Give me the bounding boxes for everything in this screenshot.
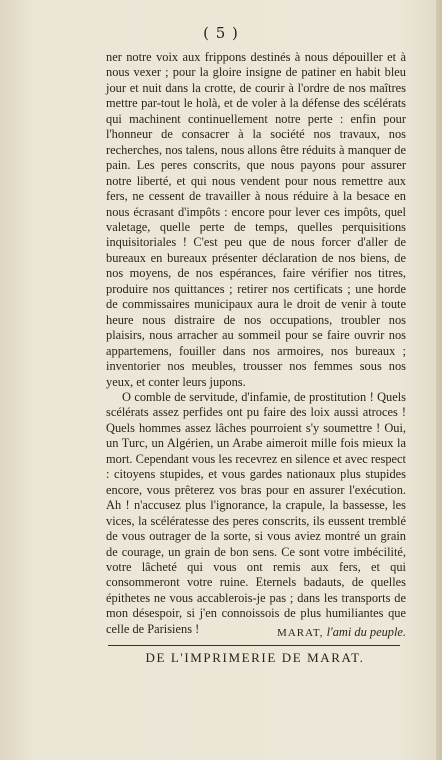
signature-title: l'ami du peuple. [326,625,406,639]
body-text [106,50,406,637]
signature-name: MARAT, [277,627,324,639]
divider-rule [108,645,400,646]
page-edge [436,0,442,760]
printer-imprint: DE L'IMPRIMERIE DE MARAT. [145,650,365,665]
signature [106,625,406,640]
paragraph-2: O comble de servitude, d'infamie, de prostitution ! Quels scélérats assez perfides ont pu faire des loix aussi atroces ! Quels hommes assez lâches pourroient s'y soumettre ! Oui, un Turc, un Algérien, un Arabe aimeroit mille fois mieux la mort. Cependant vous les recevrez en silence et avec respect : citoyens stupides, et vous gardes nationaux plus stupides encore, vous prêterez vos bras pour en assurer l'exécution. Ah ! n'accusez plus l'ignorance, la crapule, la bassesse, les vices, la scélératesse des peres conscrits, ils eussent tremblé de vous outrager de la sorte, si vous aviez montré un grain de courage, un grain de bon sens. Ce sont votre imbécilité, votre lâcheté qui vous ont remis aux fers, et qui consommeront votre ruine. Eternels badauts, de quelles épithetes ne vous accablerois-je pas ; dans les transports de mon désespoir, si j'en connoissois de plus humiliantes que celle de Parisiens ! [106,389,406,636]
page-number: ( 5 ) [203,24,239,42]
paragraph-1: ner notre voix aux frippons destinés à nous dépouiller et à nous vexer ; pour la gloire insigne de patiner en habit bleu jour et nuit dans la crotte, de courir à l'ordre de nos maîtres mettre par-tout le holà, et de voler à la défense des scélérats qui machinent continuellement notre perte : enfin pour l'honneur de consacrer à la société nos travaux, nos recherches, nos talens, nous allons être réduits à manquer de pain. Les peres conscrits, que nous payons pour assurer notre liberté, et qui nous vendent pour nous remettre aux fers, ne cessent de travailler à nous réduire à la besace en nous écrasant d'impôts : encore pour lever ces impôts, quel valetage, quelle perte de temps, quelles perquisitions inquisitoriales ! C'est peu que de nous forcer d'aller de bureaux en bureaux présenter déclaration de nos biens, de nos moyens, de nos espérances, faire vérifier nos titres, produire nos quittances ; retirer nos certificats ; une horde de commissaires municipaux aura le droit de venir à toute heure nous distraire de nos occupations, troubler nos plaisirs, nous arracher au sommeil pour se faire ouvrir nos appartemens, fouiller dans nos armoires, nos bureaux ; inventorier nos meubles, trousser nos femmes sous nos yeux, et conter leurs jupons. [106,50,406,389]
